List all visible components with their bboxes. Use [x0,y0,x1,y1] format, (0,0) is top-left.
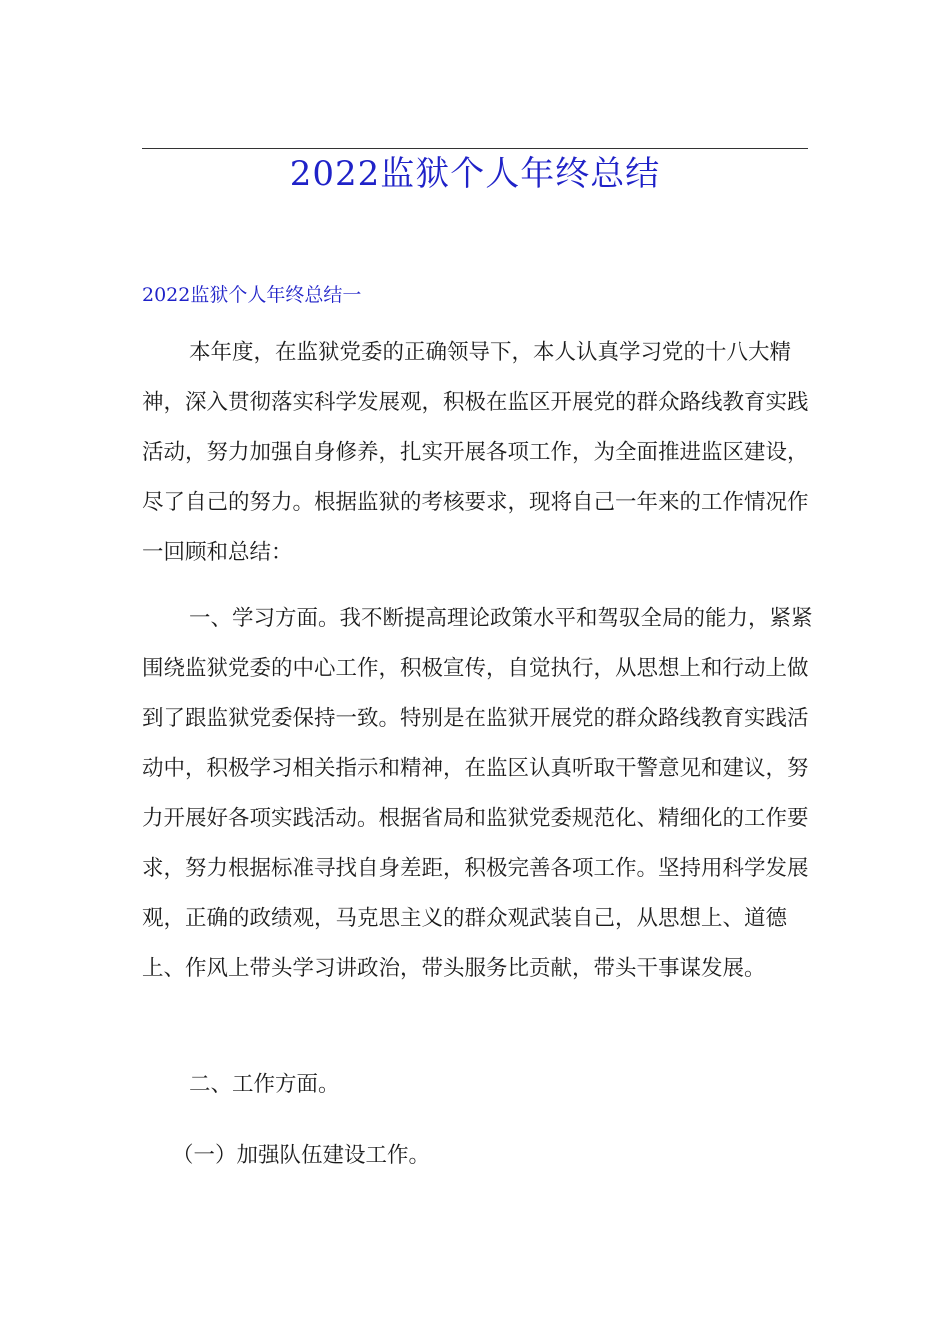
title-rule [142,148,808,149]
paragraph-work-heading: 二、工作方面。 [189,1072,340,1097]
paragraph-team-building: （一）加强队伍建设工作。 [172,1143,431,1168]
document-title: 2022监狱个人年终总结 [289,154,661,194]
paragraph-intro: 本年度，在监狱党委的正确领导下，本人认真学习党的十八大精神，深入贯彻落实科学发展观，积极在监区开展党的群众路线教育实践活动，努力加强自身修养，扎实开展各项工作，为全面推进监区建设，尽了自己的努力。根据监狱的考核要求，现将自己一年来的工作情况作一回顾和总结： [142,340,809,565]
paragraph-study: 一、学习方面。我不断提高理论政策水平和驾驭全局的能力，紧紧围绕监狱党委的中心工作，积极宣传，自觉执行，从思想上和行动上做到了跟监狱党委保持一致。特别是在监狱开展党的群众路线教育实践活动中，积极学习相关指示和精神，在监区认真听取干警意见和建议，努力开展好各项实践活动。根据省局和监狱党委规范化、精细化的工作要求，努力根据标准寻找自身差距，积极完善各项工作。坚持用科学发展观，正确的政绩观，马克思主义的群众观武装自己，从思想上、道德上、作风上带头学习讲政治，带头服务比贡献，带头干事谋发展。 [142,606,813,981]
section-heading: 2022监狱个人年终总结一 [142,284,362,306]
